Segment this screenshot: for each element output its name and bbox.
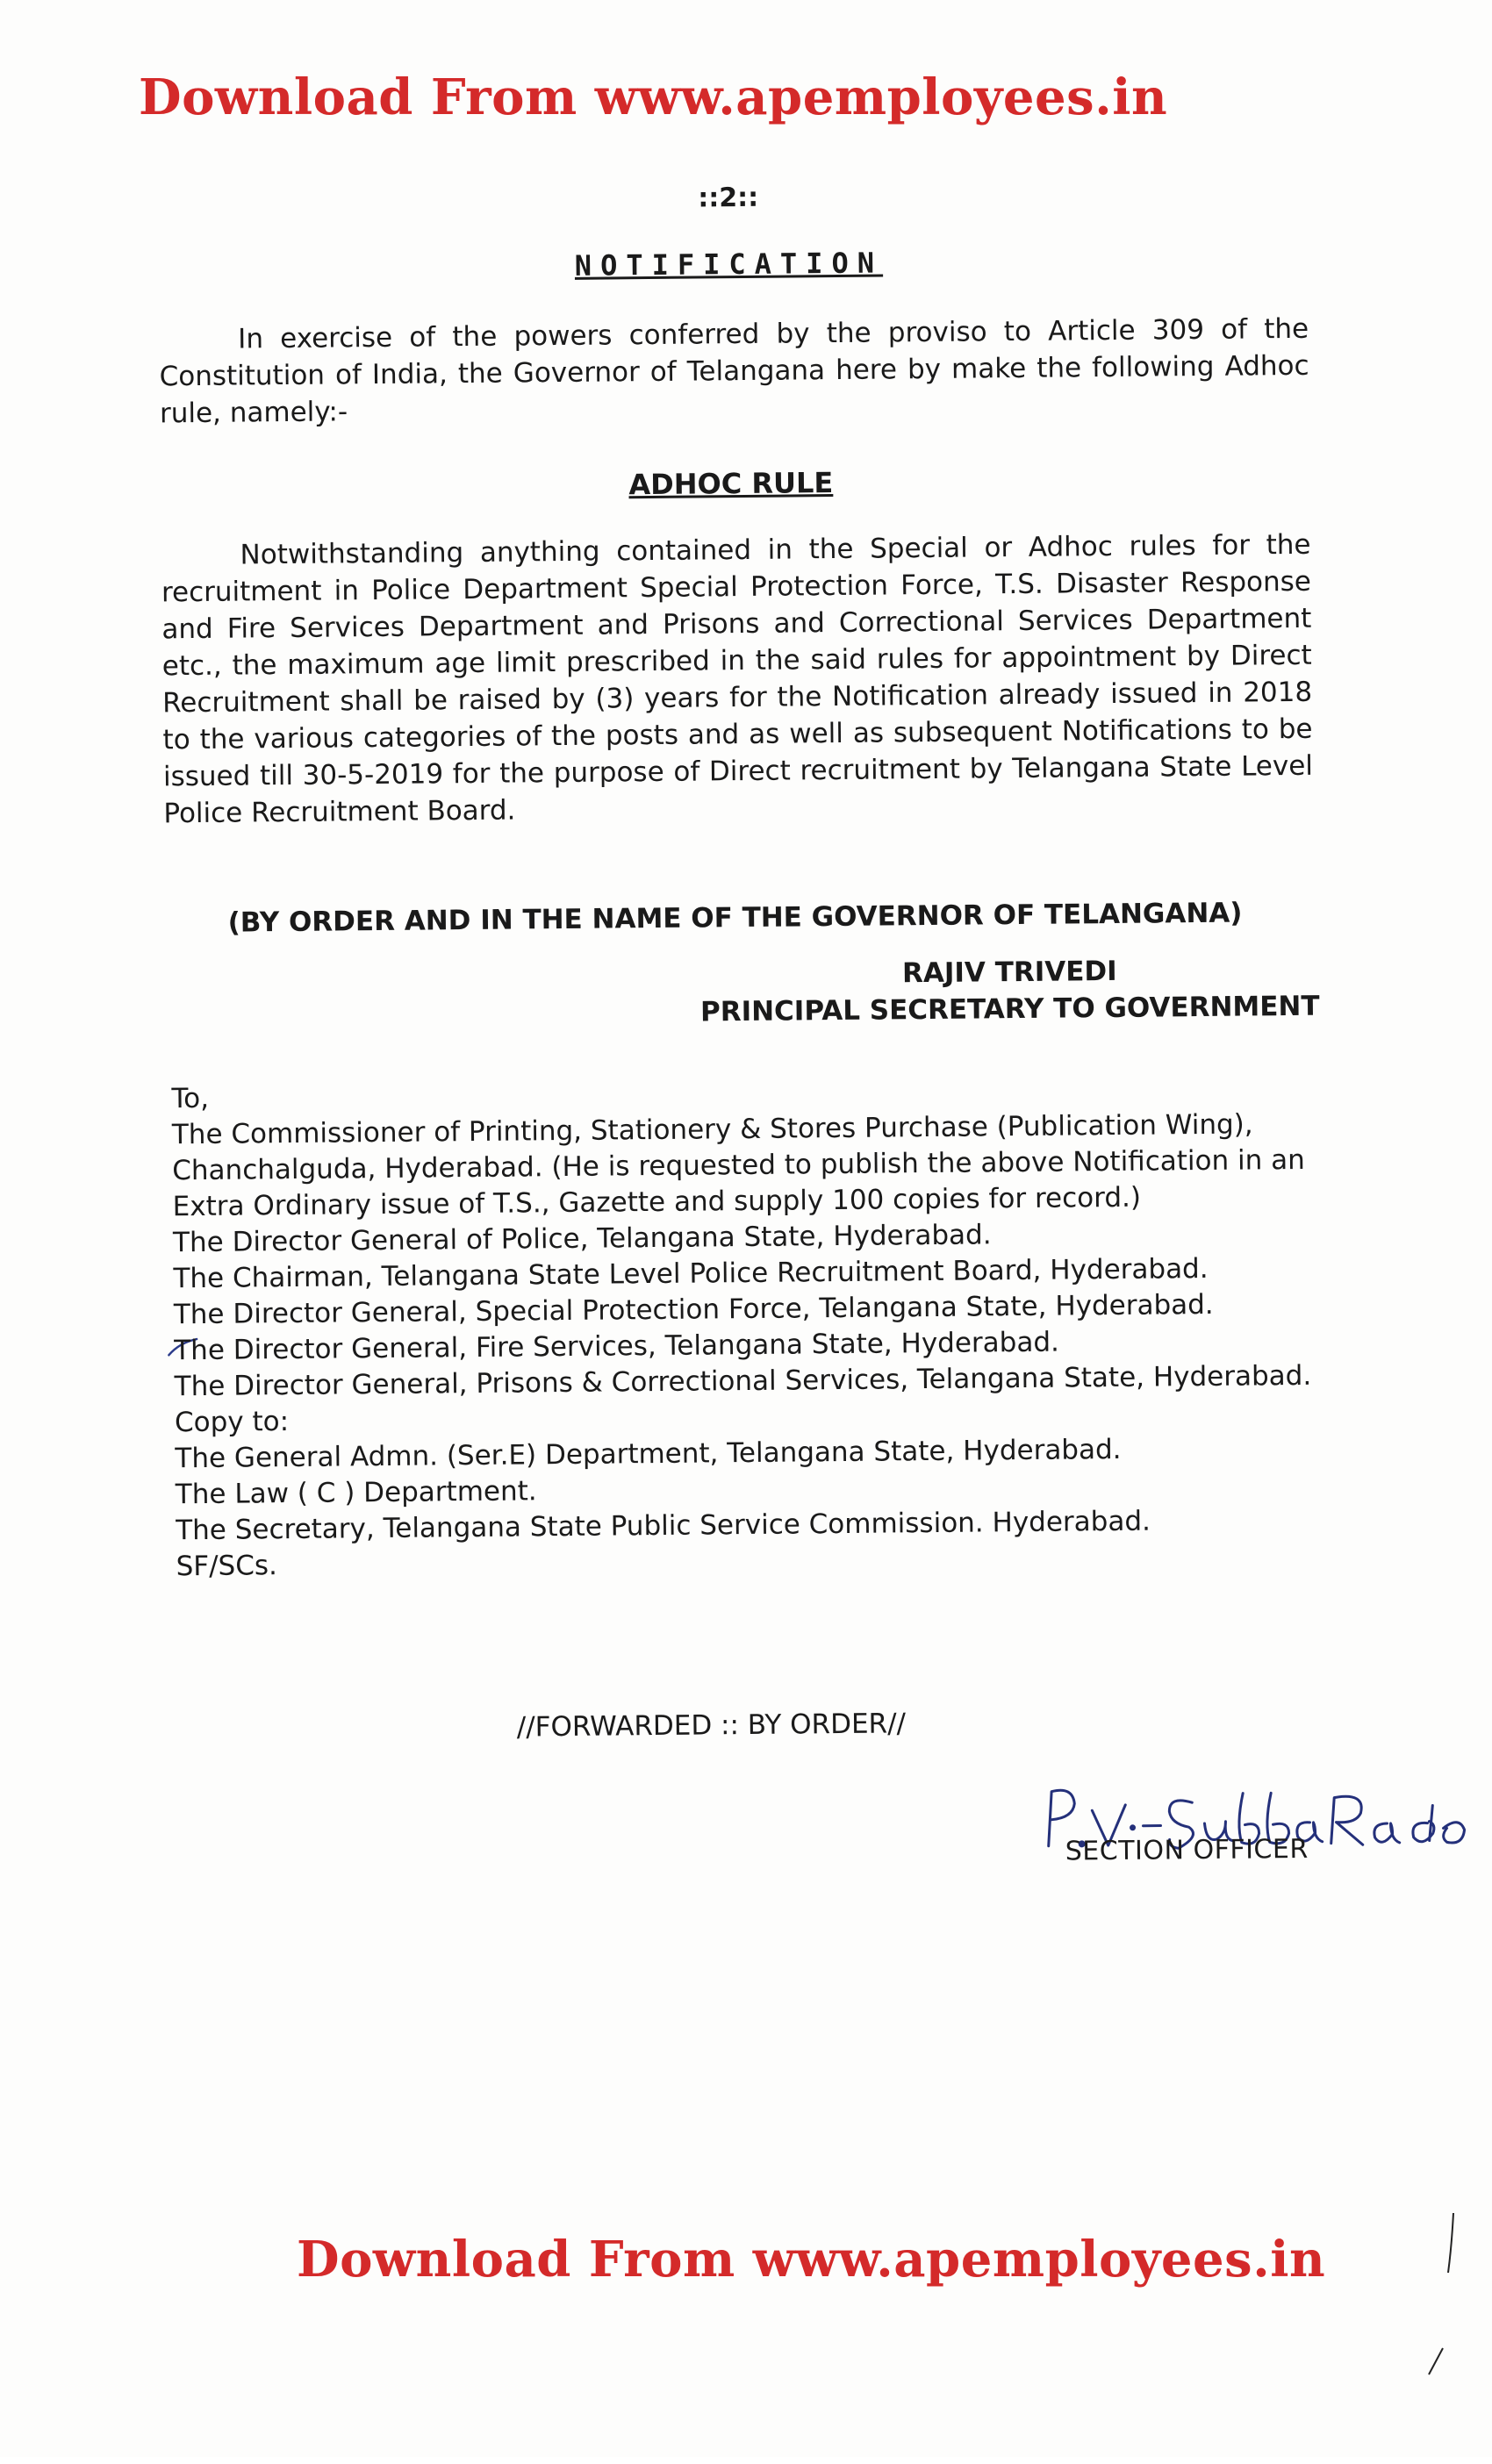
address-line: The Commissioner of Printing, Stationery & Stores Purchase (Publication Wing), <box>171 1108 1253 1151</box>
page-number: ::2:: <box>698 182 759 214</box>
notification-heading: NOTIFICATION <box>574 246 884 283</box>
intro-paragraph: In exercise of the powers conferred by the proviso to Article 309 of the Constitution of India, the Governor of Telangana here by make the following Adhoc rule, namely:- <box>159 312 1309 430</box>
principal-secretary-block <box>699 951 1319 1031</box>
address-list <box>171 1071 1334 1586</box>
address-line: The Director General, Special Protection Force, Telangana State, Hyderabad. <box>173 1288 1214 1331</box>
address-line: The General Admn. (Ser.E) Department, Telangana State, Hyderabad. <box>175 1433 1122 1475</box>
address-line: The Director General of Police, Telangana State, Hyderabad. <box>172 1219 992 1259</box>
address-line: The Director General, Prisons & Correctional Services, Telangana State, Hyderabad. <box>174 1359 1312 1403</box>
address-line: The Director General, Fire Services, Telangana State, Hyderabad. <box>174 1326 1060 1367</box>
scan-edge-mark <box>1404 2211 1474 2387</box>
address-line: SF/SCs. <box>176 1550 278 1583</box>
watermark-top: Download From www.apemployees.in <box>139 68 1168 126</box>
adhoc-rule-heading: ADHOC RULE <box>628 466 834 502</box>
address-line: To, <box>171 1082 210 1115</box>
watermark-bottom: Download From www.apemployees.in <box>297 2231 1326 2289</box>
forwarded-by-order: //FORWARDED :: BY ORDER// <box>516 1708 907 1744</box>
address-line: The Secretary, Telangana State Public Service Commission. Hyderabad. <box>176 1505 1151 1547</box>
address-line: Chanchalguda, Hyderabad. (He is requested to publish the above Notification in an Extra Ordinary issue of T.S., Gazette and supply 100 copies for record.) <box>172 1143 1305 1223</box>
address-line: The Law ( C ) Department. <box>175 1475 537 1511</box>
signatory-designation: PRINCIPAL SECRETARY TO GOVERNMENT <box>699 990 1320 1028</box>
section-officer-designation: SECTION OFFICER <box>1065 1833 1309 1867</box>
address-line: The Chairman, Telangana State Level Police Recruitment Board, Hyderabad. <box>173 1252 1209 1295</box>
governor-order-line: (BY ORDER AND IN THE NAME OF THE GOVERNOR OF TELANGANA) <box>227 897 1243 939</box>
rule-paragraph: Notwithstanding anything contained in the Special or Adhoc rules for the recruitment in Police Department Special Protection Force, T.S. Disaster Response and Fire Services Department and Prisons and Correctional Services Department etc., the maximum age limit prescribed in the said rules for appointment by Direct Recruitment shall be raised by (3) years for the Notification already issued in 2018 to the various categories of the posts and as well as subsequent Notifications to be issued till 30-5-2019 for the purpose of Direct recruitment by Telangana State Level Police Recruitment Board. <box>161 528 1314 830</box>
signatory-name: RAJIV TRIVEDI <box>901 955 1117 990</box>
copy-to-label: Copy to: <box>174 1406 290 1439</box>
